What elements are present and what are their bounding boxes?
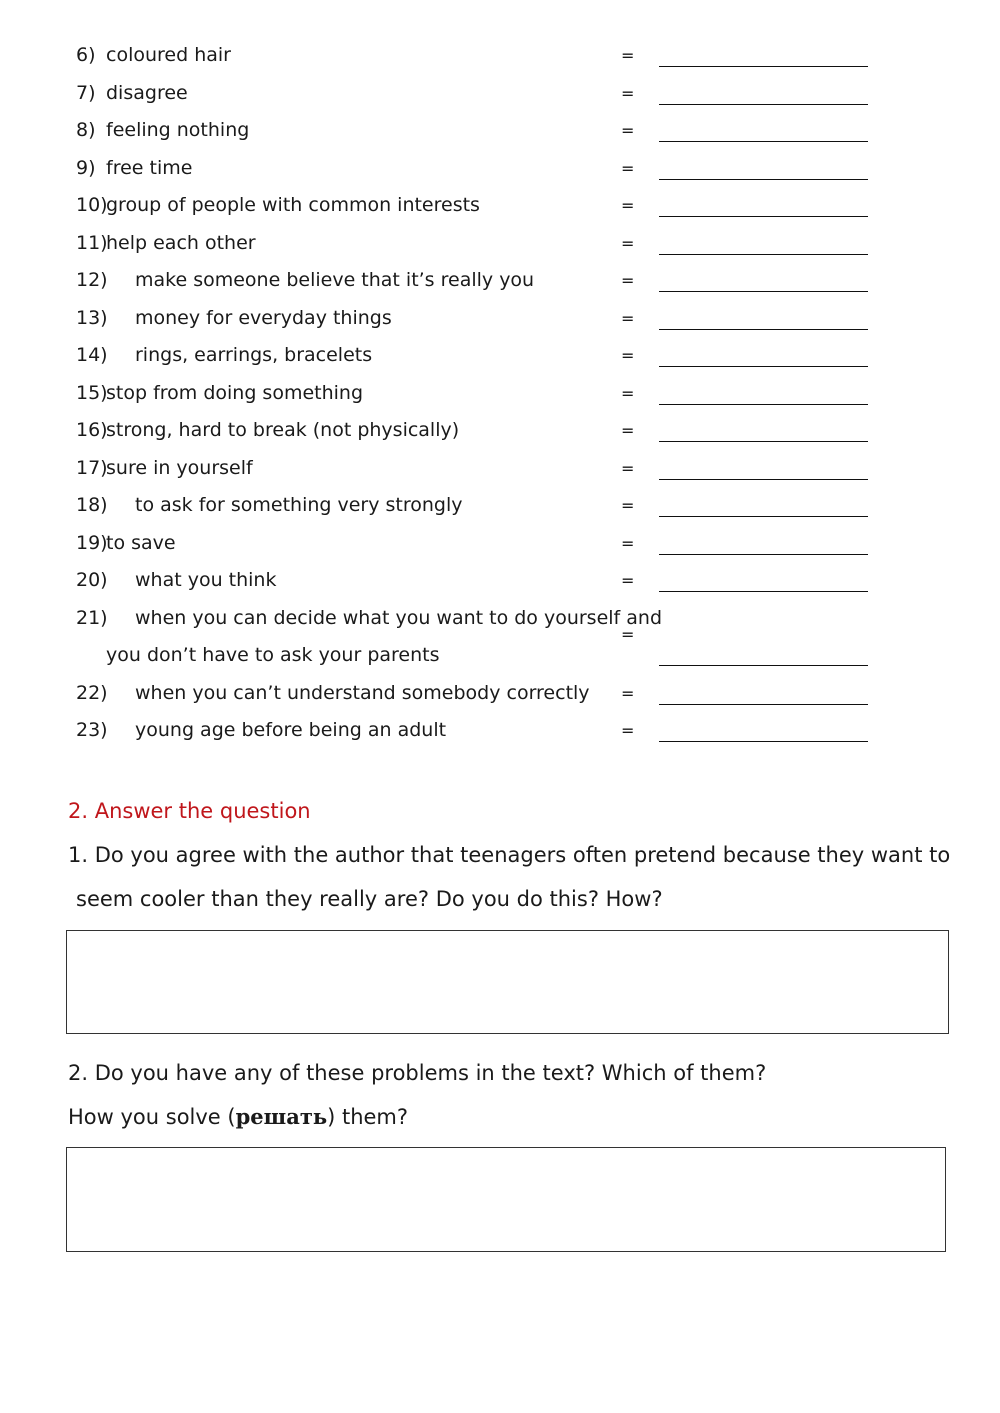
vocab-number: 19): [76, 531, 108, 554]
vocab-definition-continued: you don’t have to ask your parents: [106, 643, 440, 666]
equals-sign: =: [621, 46, 635, 65]
answer-blank[interactable]: [659, 179, 868, 180]
vocab-row: [0, 713, 1000, 750]
equals-sign: =: [621, 624, 635, 644]
vocab-number: 8): [76, 119, 96, 141]
answer-blank[interactable]: [659, 329, 868, 330]
equals-sign: =: [621, 683, 635, 703]
vocab-definition: help each other: [106, 231, 256, 254]
vocab-number: 10): [76, 194, 108, 216]
vocab-definition: rings, earrings, bracelets: [135, 344, 373, 366]
answer-blank[interactable]: [659, 404, 868, 405]
vocab-definition: stop from doing something: [106, 381, 364, 404]
equals-sign: =: [621, 421, 635, 440]
vocab-row: [0, 188, 1000, 225]
vocab-number: 22): [76, 681, 108, 704]
vocab-row: [0, 676, 1000, 713]
answer-blank[interactable]: [659, 441, 868, 442]
equals-sign: =: [621, 383, 635, 403]
answer-blank[interactable]: [659, 254, 868, 255]
equals-sign: =: [621, 158, 635, 178]
vocab-definition: to ask for something very strongly: [135, 494, 463, 516]
equals-sign: =: [621, 271, 635, 290]
vocab-row: [0, 451, 1000, 488]
vocab-row: [0, 76, 1000, 113]
answer-blank[interactable]: [659, 66, 868, 67]
equals-sign: =: [621, 83, 635, 103]
vocab-number: 14): [76, 344, 108, 366]
vocab-definition: disagree: [106, 81, 188, 104]
equals-sign: =: [621, 458, 635, 478]
equals-sign: =: [621, 233, 635, 253]
vocab-number: 21): [76, 606, 108, 629]
vocab-row: [0, 488, 1000, 525]
vocab-row: [0, 376, 1000, 413]
vocab-row: [0, 526, 1000, 563]
vocab-row: [0, 226, 1000, 263]
question-1-line-2: seem cooler than they really are? Do you do this? How?: [76, 887, 663, 911]
answer-box-1[interactable]: [66, 930, 949, 1034]
vocab-definition: make someone believe that it’s really you: [135, 269, 535, 291]
answer-blank[interactable]: [659, 366, 868, 367]
vocab-row: [0, 413, 1000, 450]
vocab-definition: young age before being an adult: [135, 719, 447, 741]
vocab-definition: strong, hard to break (not physically): [106, 419, 460, 441]
vocab-number: 17): [76, 456, 108, 479]
question-2-russian-word: решать: [235, 1104, 328, 1129]
vocab-definition: feeling nothing: [106, 119, 250, 141]
vocab-definition: when you can’t understand somebody correctly: [135, 681, 590, 704]
vocab-number: 11): [76, 231, 108, 254]
vocab-number: 18): [76, 494, 108, 516]
answer-blank[interactable]: [659, 141, 868, 142]
answer-blank[interactable]: [659, 704, 868, 705]
vocab-definition: what you think: [135, 569, 277, 591]
vocab-row: [0, 113, 1000, 150]
question-2-text-post: ) them?: [327, 1105, 409, 1129]
answer-blank[interactable]: [659, 665, 868, 666]
vocab-row: [0, 263, 1000, 300]
equals-sign: =: [621, 196, 635, 215]
answer-blank[interactable]: [659, 554, 868, 555]
answer-blank[interactable]: [659, 216, 868, 217]
equals-sign: =: [621, 346, 635, 365]
vocab-number: 13): [76, 306, 108, 329]
vocab-definition: free time: [106, 156, 193, 179]
answer-blank[interactable]: [659, 291, 868, 292]
vocab-number: 6): [76, 44, 96, 66]
vocab-number: 12): [76, 269, 108, 291]
answer-blank[interactable]: [659, 741, 868, 742]
vocab-row: [0, 38, 1000, 75]
vocab-number: 20): [76, 569, 108, 591]
vocab-definition: group of people with common interests: [106, 194, 480, 216]
equals-sign: =: [621, 496, 635, 515]
vocab-number: 23): [76, 719, 108, 741]
vocab-definition: to save: [106, 531, 176, 554]
answer-blank[interactable]: [659, 479, 868, 480]
question-2-line-2: [68, 1104, 408, 1129]
answer-box-2[interactable]: [66, 1147, 946, 1252]
vocab-definition: money for everyday things: [135, 306, 392, 329]
vocab-definition: sure in yourself: [106, 456, 253, 479]
question-1-line-1: 1. Do you agree with the author that teenagers often pretend because they want to: [68, 843, 951, 867]
vocab-number: 16): [76, 419, 108, 441]
vocab-number: 15): [76, 381, 108, 404]
vocab-row: [0, 151, 1000, 188]
answer-blank[interactable]: [659, 516, 868, 517]
equals-sign: =: [621, 721, 635, 740]
equals-sign: =: [621, 121, 635, 140]
question-2-line-1: 2. Do you have any of these problems in the text? Which of them?: [68, 1061, 767, 1085]
question-2-text-pre: How you solve (: [68, 1105, 236, 1129]
answer-blank[interactable]: [659, 591, 868, 592]
section-title: 2. Answer the question: [68, 799, 311, 823]
vocab-row: [0, 338, 1000, 375]
vocab-number: 9): [76, 156, 96, 179]
equals-sign: =: [621, 571, 635, 590]
vocab-row: [0, 601, 1000, 676]
equals-sign: =: [621, 533, 635, 553]
vocab-row: [0, 563, 1000, 600]
answer-blank[interactable]: [659, 104, 868, 105]
vocab-number: 7): [76, 81, 96, 104]
vocab-definition: when you can decide what you want to do yourself and: [135, 606, 663, 629]
equals-sign: =: [621, 308, 635, 328]
vocab-row: [0, 301, 1000, 338]
vocab-definition: coloured hair: [106, 44, 231, 66]
